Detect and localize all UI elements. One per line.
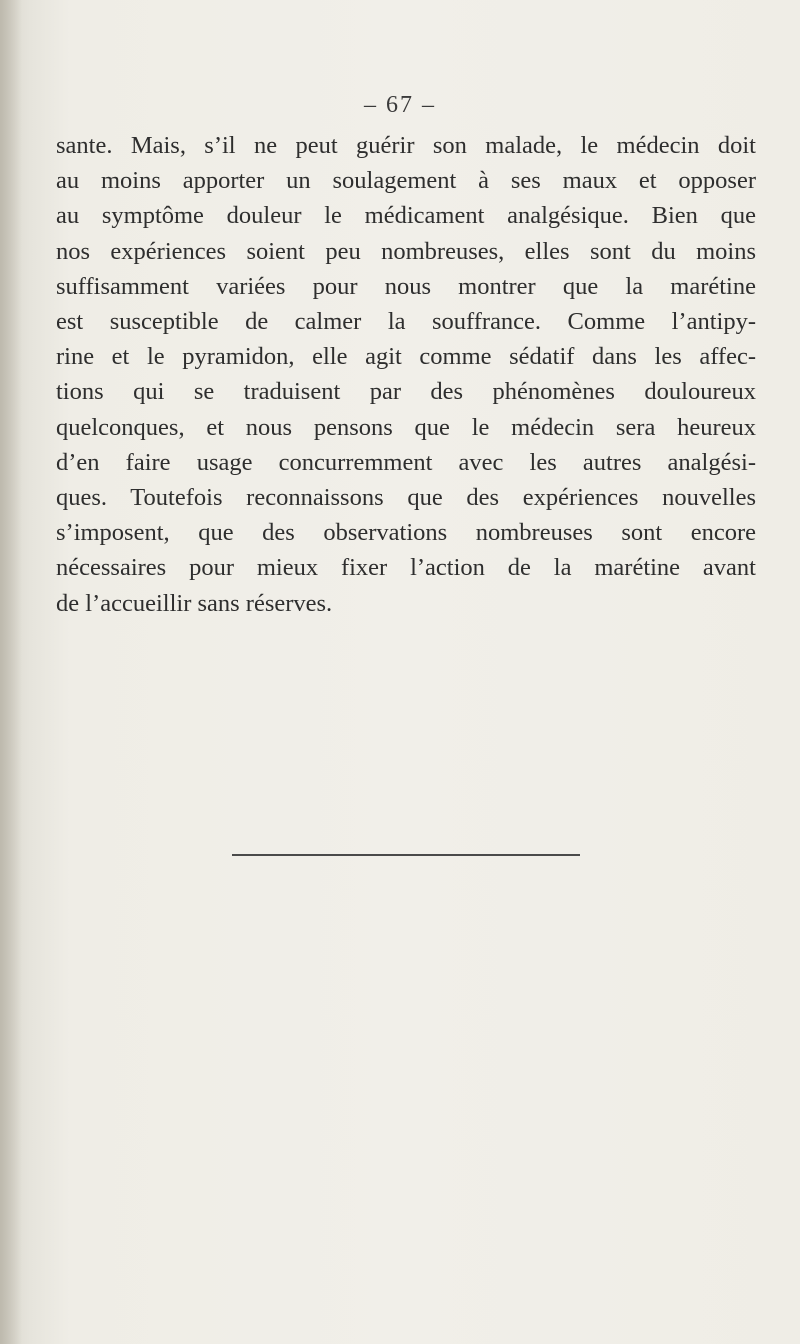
- body-paragraph: [56, 128, 756, 621]
- spine-shadow: [0, 0, 22, 1344]
- text-line: au symptôme douleur le médicament analgésique. Bien que: [56, 202, 756, 230]
- text-line: s’imposent, que des observations nombreuses sont encore: [56, 519, 756, 547]
- text-line: d’en faire usage concurremment avec les autres analgési-: [56, 448, 756, 476]
- section-divider-rule: [232, 854, 580, 856]
- text-line: nos expériences soient peu nombreuses, elles sont du moins: [56, 237, 756, 265]
- text-line: quelconques, et nous pensons que le médecin sera heureux: [56, 413, 756, 441]
- text-line: rine et le pyramidon, elle agit comme sédatif dans les affec-: [56, 343, 756, 371]
- text-line: de l’accueillir sans réserves.: [56, 589, 333, 617]
- text-line: sante. Mais, s’il ne peut guérir son malade, le médecin doit: [56, 132, 756, 159]
- text-line: ques. Toutefois reconnaissons que des expériences nouvelles: [56, 484, 756, 512]
- text-line: tions qui se traduisent par des phénomènes douloureux: [56, 378, 756, 406]
- text-line: au moins apporter un soulagement à ses maux et opposer: [56, 167, 756, 195]
- text-line: suffisamment variées pour nous montrer que la marétine: [56, 272, 756, 300]
- text-line: est susceptible de calmer la souffrance. Comme l’antipy-: [56, 308, 756, 336]
- page-number: – 67 –: [364, 92, 436, 118]
- text-line: nécessaires pour mieux fixer l’action de la marétine avant: [56, 554, 756, 582]
